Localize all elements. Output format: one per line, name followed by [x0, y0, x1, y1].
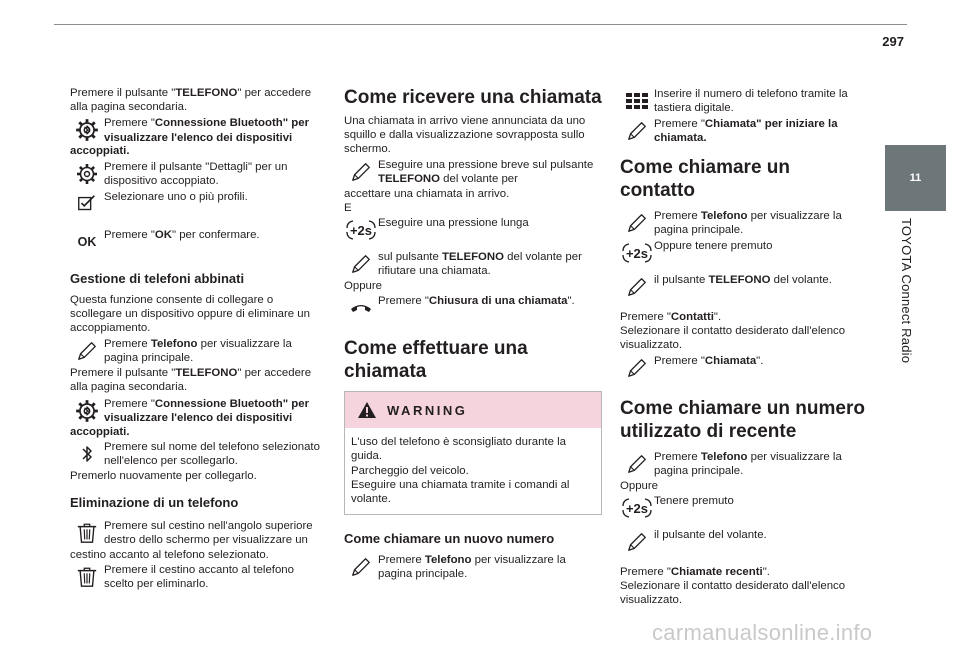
- top-rule: [54, 24, 907, 25]
- pencil-icon: [70, 336, 104, 366]
- section-heading: Come chiamare un contatto: [620, 157, 790, 201]
- bluetooth-settings-icon: [70, 396, 104, 426]
- chapter-title: TOYOTA Connect Radio: [899, 218, 914, 364]
- step: Tenere premuto: [620, 493, 868, 523]
- section-heading: Come ricevere una chiamata: [344, 87, 602, 108]
- ok-icon: OK: [77, 234, 97, 249]
- step: Oppure tenere premuto: [620, 238, 868, 268]
- paragraph: Premere il pulsante "TELEFONO" per accedere alla pagina secondaria.: [70, 87, 312, 114]
- section-heading: Gestione di telefoni abbinati: [70, 270, 245, 286]
- step: Eseguire una pressione lunga: [344, 215, 602, 245]
- trash-icon: [70, 562, 104, 592]
- watermark: carmanualsonline.info: [652, 620, 873, 645]
- step: il pulsante del volante.: [620, 527, 868, 557]
- step: Premere "Connessione Bluetooth" per visualizzare l'elenco dei dispositivi: [70, 115, 322, 145]
- step: Inserire il numero di telefono tramite la tastiera digitale.: [620, 86, 868, 116]
- step: Premere "Chiamata" per iniziare la chiamata.: [620, 116, 868, 146]
- step: Selezionare uno o più profili.: [70, 189, 322, 219]
- section-heading: Come chiamare un nuovo numero: [344, 531, 555, 547]
- pencil-icon: [620, 272, 654, 302]
- trash-icon: [70, 518, 104, 548]
- page-number: 297: [882, 34, 904, 49]
- pencil-icon: [620, 449, 654, 479]
- pencil-icon: [620, 353, 654, 383]
- warning-box: [344, 391, 602, 515]
- step: Premere Telefono per visualizzare la pagina principale.: [620, 449, 868, 479]
- step: Premere Telefono per visualizzare la pagina principale.: [70, 336, 322, 366]
- pencil-icon: [620, 116, 654, 146]
- column-2: Come ricevere una chiamata Una chiamata in arrivo viene annunciata da uno squillo e dalla visualizzazione sovrapposta sullo schermo. Eseguire una pressione breve sul pulsante TELEFONO del volante per accettare una chiamata in arrivo. E Eseguire una pressione lunga sul pulsante TELEFONO del volante per rifiutare una chiamata. Oppure Premere "Chiusura di una chiamata". Come effettuare una chiamata WARNING L'uso del telefono è sconsigliato durante la guida. Parcheggio del veicolo. Eseguire una chiamata tramite i comandi al volante. Come chiamare un nuovo numero Premere Telefono per visualizzare la pagina principale.: [344, 87, 602, 581]
- step: il pulsante TELEFONO del volante.: [620, 272, 868, 302]
- warning-icon: [357, 401, 377, 419]
- step: Premere "Chiusura di una chiamata".: [344, 293, 602, 323]
- step: Premere "Connessione Bluetooth" per visualizzare l'elenco dei dispositivi: [70, 396, 322, 426]
- step: sul pulsante TELEFONO del volante per rifiutare una chiamata.: [344, 249, 602, 279]
- steering-wheel-2s-icon: [344, 215, 378, 245]
- steering-wheel-2s-icon: [620, 493, 654, 523]
- column-3: Inserire il numero di telefono tramite la tastiera digitale. Premere "Chiamata" per iniziare la chiamata. Come chiamare un contatto Premere Telefono per visualizzare la pagina principale. Oppure tenere premuto il pulsante TELEFONO del volante. Premere "Contatti". Selezionare il contatto desiderato dall'elenco visualizzato. Premere "Chiamata". Come chiamare un numero utilizzato di recente Premere Telefono per visualizzare la pagina principale. Oppure Tenere premuto il pulsante del volante. Premere "Chiamate recenti". Selezionare il contatto desiderato dall'elenco visualizzato.: [620, 86, 868, 607]
- phone-hangup-icon: [344, 293, 378, 323]
- step: Premere sul nome del telefono selezionato nell'elenco per scollegarlo.: [70, 439, 322, 469]
- warning-header: [345, 392, 601, 428]
- section-heading: Come chiamare un numero utilizzato di recente: [620, 397, 865, 442]
- step: Premere Telefono per visualizzare la pagina principale.: [620, 208, 868, 238]
- pencil-icon: [344, 157, 378, 187]
- warning-title: WARNING: [387, 402, 468, 418]
- pencil-icon: [620, 208, 654, 238]
- step: Premere il cestino accanto al telefono scelto per eliminarlo.: [70, 562, 322, 592]
- section-heading: Come effettuare una chiamata: [344, 338, 528, 383]
- pencil-icon: [620, 527, 654, 557]
- steering-wheel-2s-icon: [620, 238, 654, 268]
- checkbox-edit-icon: [70, 189, 104, 219]
- bluetooth-settings-icon: [70, 115, 104, 145]
- step: Premere "Chiamata".: [620, 353, 868, 383]
- step: Premere sul cestino nell'angolo superiore destro dello schermo per visualizzare un: [70, 518, 322, 548]
- step: Premere il pulsante "Dettagli" per un dispositivo accoppiato.: [70, 159, 322, 189]
- step: Eseguire una pressione breve sul pulsante TELEFONO del volante per: [344, 157, 602, 187]
- section-heading: Eliminazione di un telefono: [70, 495, 239, 511]
- step: Premere Telefono per visualizzare la pagina principale.: [344, 552, 602, 582]
- bluetooth-icon: [70, 439, 104, 469]
- warning-body: L'uso del telefono è sconsigliato durante la guida. Parcheggio del veicolo. Eseguire una chiamata tramite i comandi al volante.: [351, 436, 570, 506]
- gear-icon: [70, 159, 104, 189]
- pencil-icon: [344, 249, 378, 279]
- pencil-icon: [344, 552, 378, 582]
- keypad-icon: [620, 86, 654, 116]
- step: OK Premere "OK" per confermare.: [70, 227, 322, 257]
- chapter-tab[interactable]: 11: [885, 145, 946, 211]
- column-1: Premere il pulsante "TELEFONO" per accedere alla pagina secondaria. Premere "Connessione Bluetooth" per visualizzare l'elenco dei dispositivi accoppiati. Premere il pulsante "Dettagli" per un dispositivo accoppiato. Selezionare uno o più profili. OK Premere "OK" per confermare. Gestione di telefoni abbinati Questa funzione consente di collegare o scollegare un dispositivo oppure di eliminare un accoppiamento. Premere Telefono per visualizzare la pagina principale. Premere il pulsante "TELEFONO" per accedere alla pagina secondaria. Premere "Connessione Bluetooth" per visualizzare l'elenco dei dispositivi accoppiati. Premere sul nome del telefono selezionato nell'elenco per scollegarlo. Premerlo nuovamente per collegarlo. Eliminazione di un telefono Premere sul cestino nell'angolo superiore destro dello schermo per visualizzare un cestino accanto al telefono selezionato. Premere il cestino accanto al telefono scelto per eliminarlo.: [70, 86, 322, 592]
